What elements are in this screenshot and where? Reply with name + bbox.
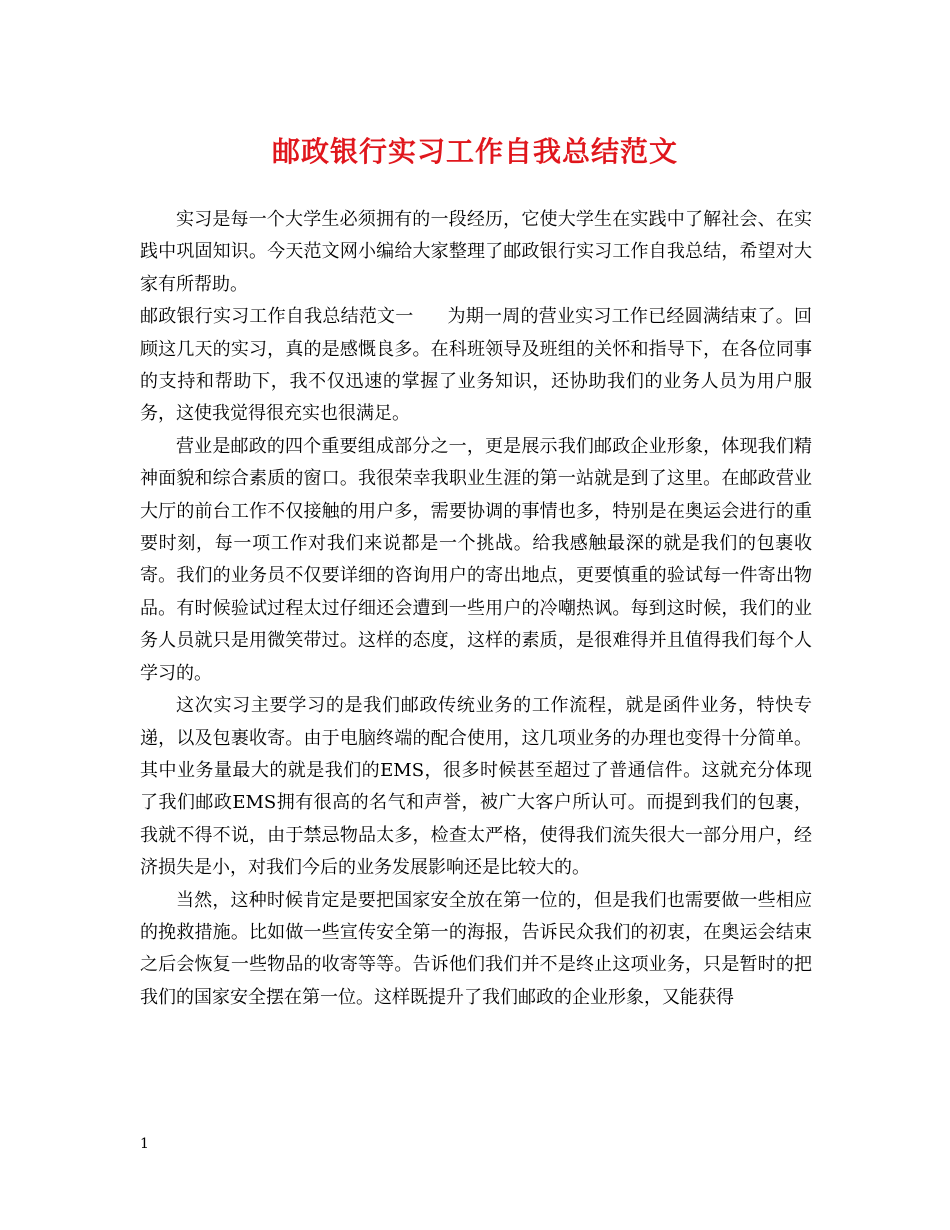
section-heading: 邮政银行实习工作自我总结范文一 [140,306,414,328]
intro-paragraph: 实习是每一个大学生必须拥有的一段经历，它使大学生在实践中了解社会、在实践中巩固知识。今天范文网小编给大家整理了邮政银行实习工作自我总结，希望对大家有所帮助。 [140,209,812,295]
document-body [140,204,812,1014]
body-paragraph: 当然，这种时候肯定是要把国家安全放在第一位的，但是我们也需要做一些相应的挽救措施。比如做一些宣传安全第一的海报，告诉民众我们的初衷，在奥运会结束之后会恢复一些物品的收寄等等。告诉他们我们并不是终止这项业务，只是暂时的把我们的国家安全摆在第一位。这样既提升了我们邮政的企业形象，又能获得 [140,889,812,1008]
body-paragraph: 这次实习主要学习的是我们邮政传统业务的工作流程，就是函件业务，特快专递，以及包裹收寄。由于电脑终端的配合使用，这几项业务的办理也变得十分简单。其中业务量最大的就是我们的EMS，很多时候甚至超过了普通信件。这就充分体现了我们邮政EMS拥有很高的名气和声誉，被广大客户所认可。而提到我们的包裹，我就不得不说，由于禁忌物品太多，检查太严格，使得我们流失很大一部分用户，经济损失是小，对我们今后的业务发展影响还是比较大的。 [140,695,812,879]
page-number: 1 [140,1136,149,1152]
document-title: 邮政银行实习工作自我总结范文 [271,135,678,168]
section-paragraph [140,301,812,431]
body-paragraph: 营业是邮政的四个重要组成部分之一，更是展示我们邮政企业形象，体现我们精神面貌和综合素质的窗口。我很荣幸我职业生涯的第一站就是到了这里。在邮政营业大厅的前台工作不仅接触的用户多，需要协调的事情也多，特别是在奥运会进行的重要时刻，每一项工作对我们来说都是一个挑战。给我感触最深的就是我们的包裹收寄。我们的业务员不仅要详细的咨询用户的寄出地点，更要慎重的验试每一件寄出物品。有时候验试过程太过仔细还会遭到一些用户的冷嘲热讽。每到这时候，我们的业务人员就只是用微笑带过。这样的态度，这样的素质，是很难得并且值得我们每个人学习的。 [140,435,812,684]
section-first-paragraph: 为期一周的营业实习工作已经圆满结束了。回顾这几天的实习，真的是感慨良多。在科班领导及班组的关怀和指导下，在各位同事的支持和帮助下，我不仅迅速的掌握了业务知识，还协助我们的业务人员为用户服务，这使我觉得很充实也很满足。 [140,306,812,425]
